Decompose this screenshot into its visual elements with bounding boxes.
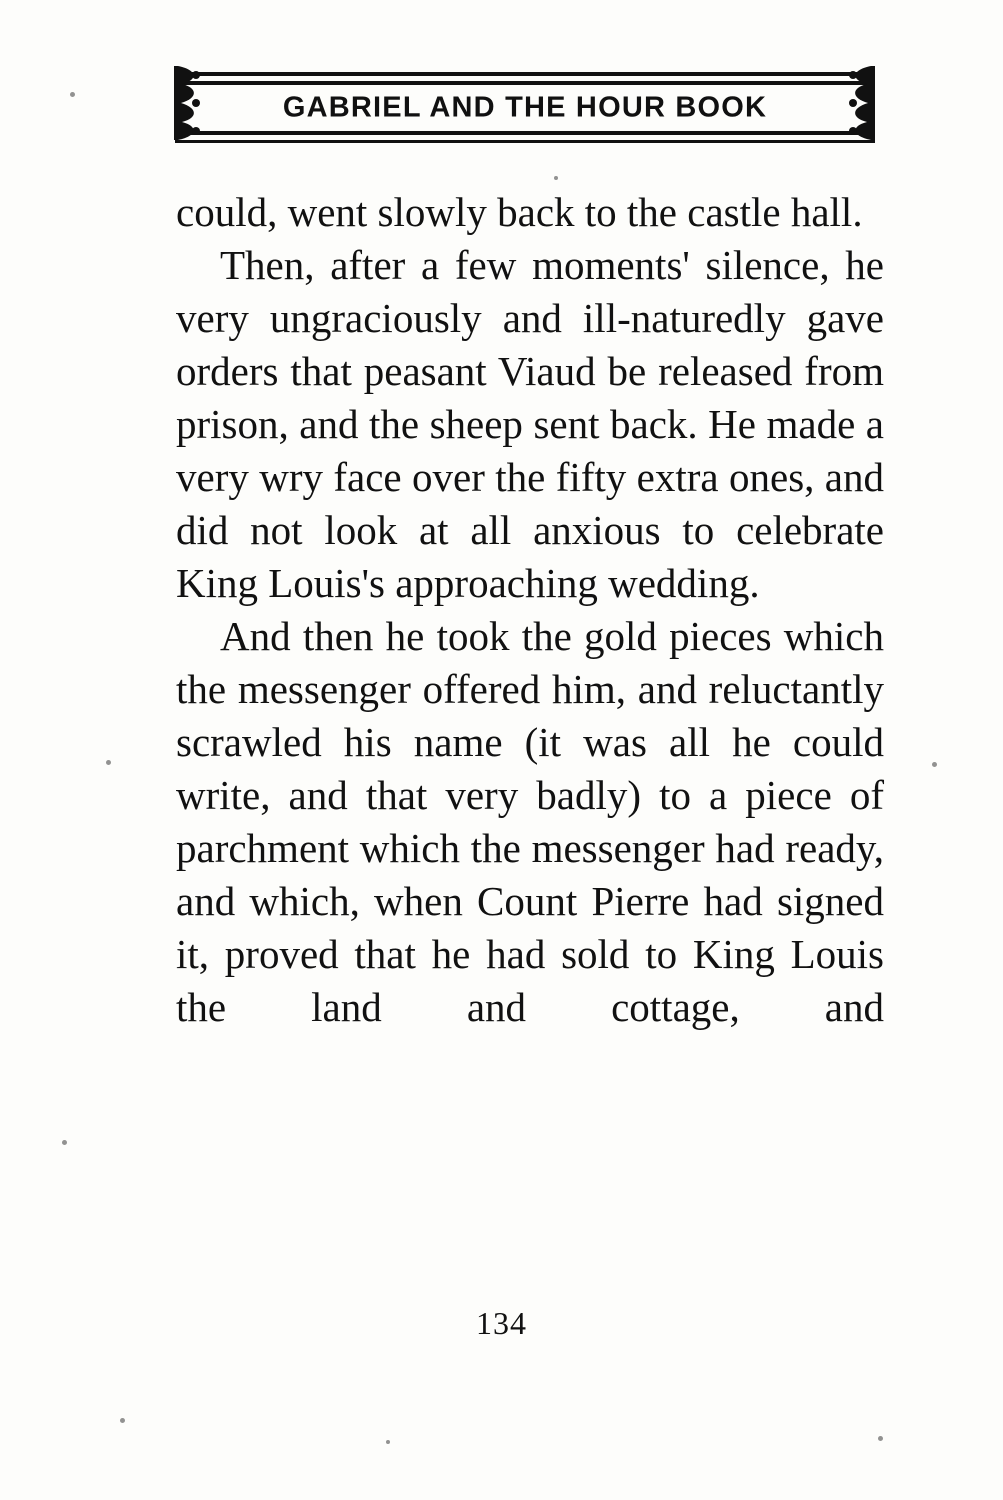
running-header-block — [175, 72, 875, 154]
scan-speck — [878, 1436, 883, 1441]
scan-speck — [62, 1140, 67, 1145]
header-rule-top — [175, 72, 875, 76]
paragraph: And then he took the gold pieces which the messenger offered him, and reluctantly scrawled his name (it was all he could write, and that very badly) to a piece of parchment which the messenger had ready, and which, when Count Pierre had signed it, proved that he had sold to King Louis the land and cottage, and — [176, 613, 884, 1030]
header-rule-bottom — [175, 140, 875, 143]
page-title: GABRIEL AND THE HOUR BOOK — [282, 91, 768, 124]
scan-speck — [106, 760, 111, 765]
scan-speck — [120, 1418, 125, 1423]
scan-speck — [554, 176, 558, 180]
paragraph: could, went slowly back to the castle hall. — [176, 189, 863, 235]
scan-speck — [386, 1440, 390, 1444]
paragraph: Then, after a few moments' silence, he very ungraciously and ill-naturedly gave orders that peasant Viaud be released from prison, and the sheep sent back. He made a very wry face over the fifty extra ones, and did not look at all anxious to celebrate King Louis's approaching wedding. — [176, 242, 884, 606]
body-text-column — [176, 186, 884, 1087]
scan-speck — [932, 762, 937, 767]
scan-speck — [70, 92, 75, 97]
bracket-ornament-right-icon — [843, 64, 877, 136]
page-number: 134 — [476, 1305, 527, 1341]
bracket-ornament-left-icon — [172, 64, 206, 136]
header-title-bar — [175, 81, 875, 135]
